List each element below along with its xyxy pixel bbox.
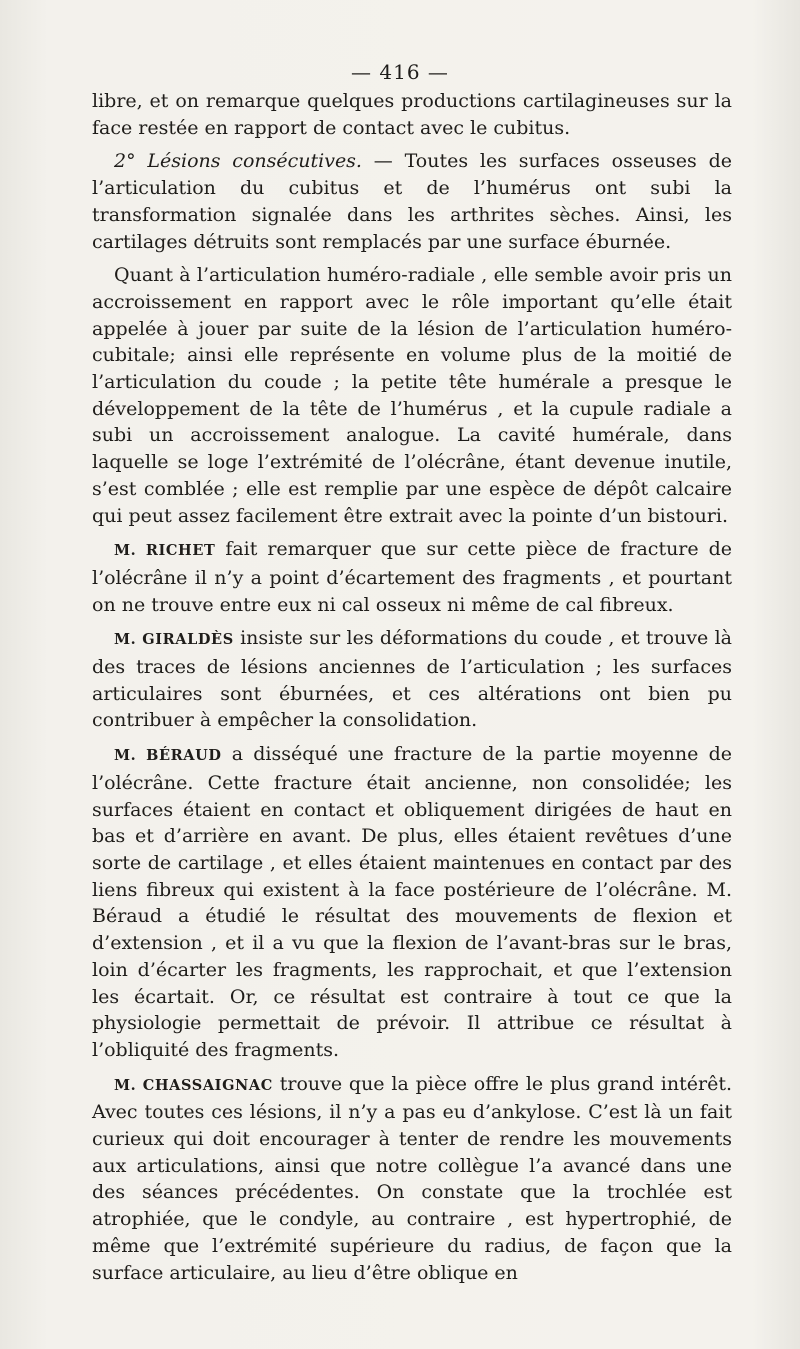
speaker-name: M. BÉRAUD [114, 747, 222, 765]
paragraph-humero-radiale [92, 262, 732, 529]
body-text [92, 88, 732, 1293]
paragraph-lesions-consecutives [92, 148, 732, 255]
paragraph-text: a disséqué une fracture de la partie moyenne de l’olécrâne. Cette fracture était ancienne, non consolidée; les surfaces étaient en contact et obliquement dirigées de haut en bas et d’arrière en avant. De plus, elles étaient revêtues d’une sorte de cartilage , et elles étaient maintenues en contact par des liens fibreux qui existent à la face postérieure de l’olécrâne. M. Béraud a étudié le résultat des mouvements de flexion et d’extension , et il a vu que la flexion de l’avant-bras sur le bras, loin d’écarter les fragments, les rapprochait, et que l’extension les écartait. Or, ce résultat est contraire à tout ce que la physiologie permettait de prévoir. Il attribue ce résultat à l’obliquité des fragments. [92, 743, 732, 1061]
paragraph-text: fait remarquer que sur cette pièce de fracture de l’olécrâne il n’y a point d’écartement des fragments , et pourtant on ne trouve entre eux ni cal osseux ni même de cal fibreux. [92, 538, 732, 616]
paragraph-text: libre, et on remarque quelques productions cartilagineuses sur la face restée en rapport de contact avec le cubitus. [92, 90, 732, 139]
section-lead: 2° Lésions consécutives. [114, 150, 362, 173]
paragraph-chassaignac [92, 1071, 732, 1287]
paragraph-text: trouve que la pièce offre le plus grand intérêt. Avec toutes ces lésions, il n’y a pas eu d’ankylose. C’est là un fait curieux qui doit encourager à tenter de rendre les mouvements aux articulations, ainsi que notre collègue l’a avancé dans une des séances précédentes. On constate que la trochlée est atrophiée, que le condyle, au contraire , est hypertrophié, de même que l’extrémité supérieure du radius, de façon que la surface articulaire, au lieu d’être oblique en [92, 1072, 733, 1284]
speaker-name: M. RICHET [114, 542, 216, 560]
paragraph-text: insiste sur les déformations du coude , et trouve là des traces de lésions anciennes de l’articulation ; les surfaces articulaires sont éburnées, et ces altérations ont bien pu contribuer à empêcher la consolidation. [92, 627, 732, 732]
paragraph-richet [92, 536, 732, 618]
paragraph-text: Quant à l’articulation huméro-radiale , elle semble avoir pris un accroissement en rapport avec le rôle important qu’elle était appelée à jouer par suite de la lésion de l’articulation huméro-cubitale; ainsi elle représente en volume plus de la moitié de l’articulation du coude ; la petite tête humérale a presque le développement de la tête de l’humérus , et la cupule radiale a subi un accroissement analogue. La cavité humérale, dans laquelle se loge l’extrémité de l’olécrâne, étant devenue inutile, s’est comblée ; elle est remplie par une espèce de dépôt calcaire qui peut assez facilement être extrait avec la pointe d’un bistouri. [92, 264, 732, 527]
paragraph-beraud [92, 741, 732, 1063]
paragraph-continuation [92, 88, 732, 141]
speaker-name: M. GIRALDÈS [114, 631, 234, 649]
page-number: — 416 — [351, 60, 449, 84]
paragraph-text: — Toutes les surfaces osseuses de l’articulation du cubitus et de l’humérus ont subi la transformation signalée dans les arthrites sèches. Ainsi, les cartilages détruits sont remplacés par une surface éburnée. [92, 150, 733, 253]
paragraph-giraldes [92, 625, 732, 734]
speaker-name: M. CHASSAIGNAC [114, 1076, 273, 1094]
